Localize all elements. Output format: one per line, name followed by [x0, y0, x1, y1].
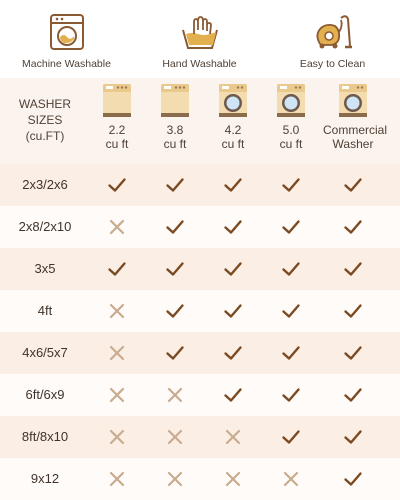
washer-column-header: [203, 82, 263, 151]
check-icon: [281, 343, 301, 363]
rug-size-label: 4ft: [37, 303, 53, 318]
check-icon: [281, 427, 301, 447]
washer-column-header: [323, 82, 388, 151]
cross-icon: [107, 301, 127, 321]
check-icon: [223, 259, 243, 279]
washer-capacity: [323, 123, 388, 151]
table-row: [0, 206, 400, 248]
capacity-line: cu ft: [105, 137, 129, 151]
check-icon: [343, 217, 363, 237]
check-icon: [107, 175, 127, 195]
check-icon: [281, 259, 301, 279]
washer-sizes-label: [0, 96, 90, 144]
capacity-line: cu ft: [221, 137, 245, 151]
cross-icon: [107, 427, 127, 447]
washer-capacity: [261, 123, 321, 151]
cross-icon: [165, 385, 185, 405]
capacity-line: 2.2: [108, 123, 126, 137]
check-icon: [165, 217, 185, 237]
check-icon: [343, 175, 363, 195]
table-row: [0, 164, 400, 206]
check-icon: [223, 301, 243, 321]
feature-hand-washable: [133, 0, 266, 78]
check-icon: [223, 385, 243, 405]
check-icon: [223, 217, 243, 237]
check-icon: [281, 385, 301, 405]
table-row: [0, 458, 400, 500]
front-load-washer-icon: [218, 82, 248, 118]
check-icon: [223, 343, 243, 363]
features-bar: [0, 0, 400, 78]
table-row: [0, 332, 400, 374]
feature-label: Machine Washable: [22, 58, 111, 70]
top-load-washer-icon: [160, 82, 190, 118]
washer-capacity: [203, 123, 263, 151]
washer-capacity: [87, 123, 147, 151]
rug-size-label: 2x3/2x6: [22, 177, 68, 192]
table-row: [0, 374, 400, 416]
cross-icon: [165, 469, 185, 489]
check-icon: [343, 469, 363, 489]
feature-label: Hand Washable: [162, 58, 237, 70]
cross-icon: [223, 469, 243, 489]
feature-machine-washable: [0, 0, 133, 78]
header-label-line: (cu.FT): [25, 129, 65, 143]
check-icon: [281, 175, 301, 195]
cross-icon: [107, 343, 127, 363]
capacity-line: Washer: [332, 137, 374, 151]
rug-size-label: 4x6/5x7: [22, 345, 68, 360]
washer-column-header: [145, 82, 205, 151]
table-row: [0, 290, 400, 332]
cross-icon: [223, 427, 243, 447]
rug-size-label: 8ft/8x10: [21, 429, 69, 444]
washer-column-header: [87, 82, 147, 151]
rug-size-label: 2x8/2x10: [18, 219, 72, 234]
check-icon: [343, 259, 363, 279]
header-label-line: WASHER: [18, 97, 72, 111]
feature-label: Easy to Clean: [299, 58, 366, 70]
capacity-line: 5.0: [282, 123, 300, 137]
check-icon: [343, 427, 363, 447]
front-load-washer-icon: [276, 82, 306, 118]
hand-wash-icon: [180, 12, 220, 52]
check-icon: [343, 301, 363, 321]
check-icon: [343, 343, 363, 363]
header-label-line: SIZES: [27, 113, 63, 127]
cross-icon: [165, 427, 185, 447]
rug-size-label: 9x12: [30, 471, 60, 486]
washer-column-header: [261, 82, 321, 151]
check-icon: [281, 301, 301, 321]
check-icon: [165, 343, 185, 363]
check-icon: [223, 175, 243, 195]
check-icon: [281, 217, 301, 237]
cross-icon: [107, 217, 127, 237]
washer-capacity: [145, 123, 205, 151]
cross-icon: [281, 469, 301, 489]
check-icon: [107, 259, 127, 279]
check-icon: [343, 385, 363, 405]
rug-size-label: 6ft/6x9: [25, 387, 65, 402]
capacity-line: Commercial: [323, 123, 388, 137]
capacity-line: 3.8: [166, 123, 184, 137]
washing-machine-icon: [47, 12, 87, 52]
table-row: [0, 248, 400, 290]
check-icon: [165, 301, 185, 321]
capacity-line: cu ft: [163, 137, 187, 151]
cross-icon: [107, 385, 127, 405]
rug-size-label: 3x5: [34, 261, 56, 276]
top-load-washer-icon: [102, 82, 132, 118]
capacity-line: cu ft: [279, 137, 303, 151]
feature-easy-to-clean: [266, 0, 399, 78]
capacity-line: 4.2: [224, 123, 242, 137]
check-icon: [165, 259, 185, 279]
vacuum-cleaner-icon: [313, 12, 353, 52]
table-row: [0, 416, 400, 458]
check-icon: [165, 175, 185, 195]
cross-icon: [107, 469, 127, 489]
front-load-washer-icon: [338, 82, 368, 118]
